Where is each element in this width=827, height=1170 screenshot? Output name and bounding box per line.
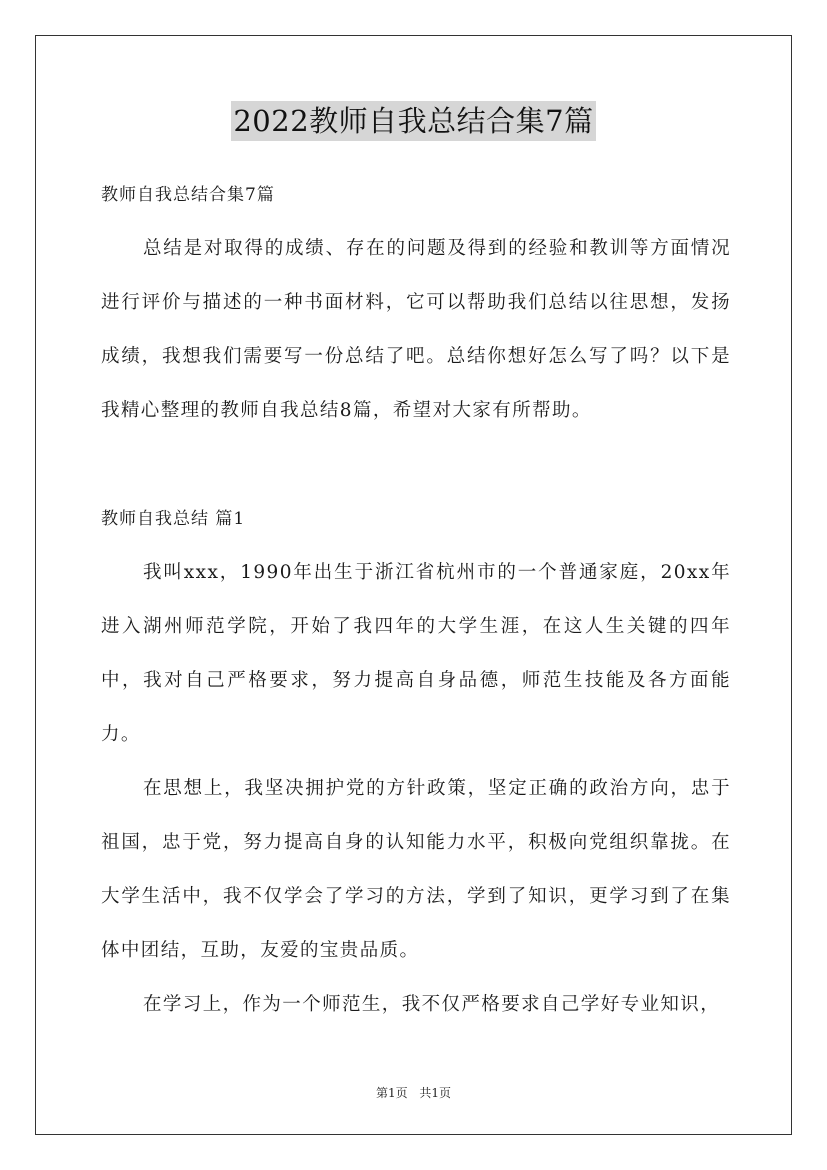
page-total: 共1页 (419, 1086, 452, 1100)
body-paragraph-2: 在思想上，我坚决拥护党的方针政策，坚定正确的政治方向，忠于祖国，忠于党，努力提高自身的认知能力水平，积极向党组织靠拢。在大学生活中，我不仅学会了学习的方法，学到了知识，更学习到了在集体中团结，互助，友爱的宝贵品质。 (101, 778, 731, 961)
document-title: 2022教师自我总结合集7篇 (231, 101, 595, 141)
body-paragraph-3: 在学习上，作为一个师范生，我不仅严格要求自己学好专业知识， (143, 994, 721, 1015)
section-title: 教师自我总结 篇1 (101, 509, 246, 529)
body-paragraph-1: 我叫xxx，1990年出生于浙江省杭州市的一个普通家庭，20xx年进入湖州师范学院，开始了我四年的大学生涯，在这人生关键的四年中，我对自己严格要求，努力提高自身品德，师范生技能及各方面能力。 (101, 562, 731, 745)
page-footer (0, 1084, 827, 1101)
intro-paragraph: 总结是对取得的成绩、存在的问题及得到的经验和教训等方面情况进行评价与描述的一种书面材料，它可以帮助我们总结以往思想，发扬成绩，我想我们需要写一份总结了吧。总结你想好怎么写了吗？以下是我精心整理的教师自我总结8篇，希望对大家有所帮助。 (101, 238, 731, 421)
title-wrapper (0, 101, 827, 141)
document-subtitle: 教师自我总结合集7篇 (101, 185, 275, 205)
page-number: 第1页 (375, 1086, 408, 1100)
